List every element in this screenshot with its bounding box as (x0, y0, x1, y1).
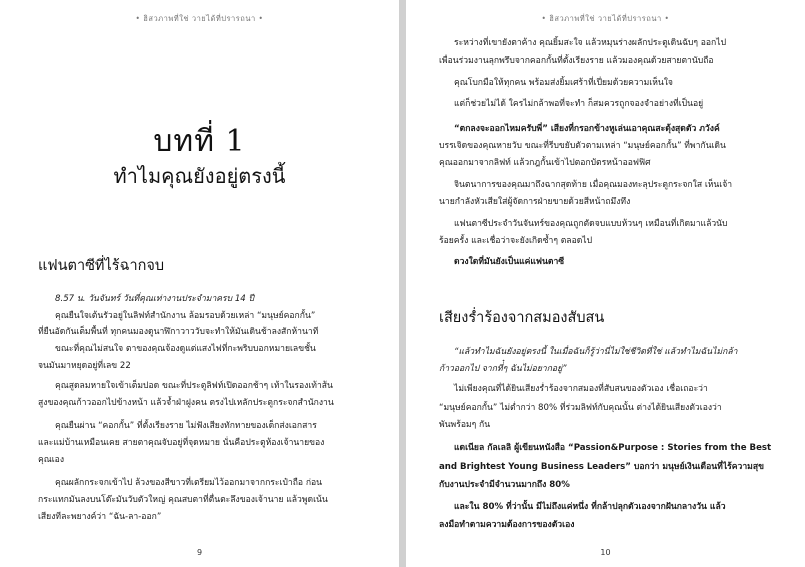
text-line: ก้าวออกไป จากที่๋ๆ ฉันไม่อยากอยู่” (439, 364, 567, 374)
text-line: ร้อยครั้ง และเชื่อว่าจะยังเกิดซ้ำๆ ตลอดไป (439, 236, 593, 246)
text-line: คุณเอง (38, 455, 65, 465)
text-line: คุณผลักกระจกเข้าไป ล้วงของสีขาวที่เตรียมไว้ออกมาจากกระเป๋าถือ ก่อน (55, 478, 323, 488)
text-line: “มนุษย์คอกกั้น” ไม่ต่ำกว่า 80% ที่ร่วมลิฟท์กับคุณนั้น ต่างได้ยินเสียงตัวเองว่า (439, 403, 722, 413)
text-line: คุณสูดลมหายใจเข้าเต็มปอด ขณะที่ประตูลิฟท์เปิดออกช้าๆ เท้าในรองเท้าส้น (55, 381, 333, 391)
running-header: • ฮิสวภาพที่ใช่ วายได้ที่ปรารถนา • (541, 14, 670, 23)
text-line: “ตกลงจะออกไหมครับพี่” เสียงที่กรอกข้างหูเล่นเอาคุณสะดุ้งสุดตัว ภวังค์ (454, 124, 720, 134)
text-line: คุณออกมาจากลิฟท์ แล้วกฎกั้นเข้าไปตอกบัตรหน้าออฟฟิศ (439, 158, 651, 168)
text-line: กับงานประจำมีจำนวนมากถึง 80% (439, 480, 570, 490)
text-line: and Brightest Young Business Leaders” บอกว่า มนุษย์เงินเดือนที่ไร้ความสุข (439, 462, 764, 472)
text-line: คุณโบกมือให้ทุกคน พร้อมส่งยิ้มเศร้าที่เปี่ยมด้วยความเห็นใจ (454, 78, 673, 88)
chapter-subtitle: ทำไมคุณยังอยู่ตรงนี้ (113, 164, 286, 188)
page-gutter (399, 0, 406, 567)
text-line: แฟนตาซีประจำวันจันทร์ของคุณถูกตัดจบแบบห้วนๆ เหมือนที่เกิดมาแล้วนับ (454, 219, 728, 229)
right-page (406, 0, 805, 567)
text-line: จินตนาการของคุณมาถึงฉากสุดท้าย เมื่อคุณมองทะลุประตูกระจกใส เห็นเจ้า (454, 180, 733, 190)
text-line: ลงมือทำตามความต้องการของตัวเอง (439, 520, 575, 530)
section-heading: เสียงร่ำร้องจากสมองสับสน (439, 310, 605, 326)
page-number: 10 (600, 548, 611, 557)
text-line: คุณยืนใจเต้นรัวอยู่ในลิฟท์สำนักงาน ล้อมรอบด้วยเหล่า “มนุษย์คอกกั้น” (55, 311, 316, 321)
text-line: ที่ยืนอัดกันเต็มพื้นที่ ทุกคนมองดูนาฬิกาวาววับจะทำให้มันเดินช้าลงสักห้านาที (38, 327, 319, 337)
running-header: • ฮิสวภาพที่ใช่ วายได้ที่ปรารถนา • (135, 14, 264, 23)
text-line: ขณะที่คุณไม่สนใจ ตาของคุณจ้องดูแต่แสงไฟที่กะพริบบอกหมายเลขชั้น (55, 344, 316, 354)
text-line: “แล้วทำไมฉันยังอยู่ตรงนี้ ในเมื่อฉันก็รู้ว่านี่ไม่ใช่ชีวิตที่ใช่ แล้วทำไมฉันไม่กล้า (454, 347, 738, 357)
text-line: สูงของคุณก้าวออกไปข้างหน้า แล้วจ้ำฝ่าฝูงคน ตรงไปเหลักประตูกระจกสำนักงาน (38, 398, 334, 408)
text-line: แต่ก็ช่วยไม่ได้ ใครไม่กล้าพอที่จะทำ ก็สมควรถูกจองจำอย่างที่เป็นอยู่ (454, 99, 704, 109)
text-line: 8.57 น. วันจันทร์ วันที่คุณเท่างานประจำมาครบ 14 ปี (55, 294, 254, 304)
text-line: จนมันมาหยุดอยู่ที่เลข 22 (38, 361, 131, 371)
left-page (0, 0, 399, 567)
text-line: เสียงทีละพยางค์ว่า “ฉัน-ลา-ออก” (38, 512, 162, 522)
text-line: คุณยืนผ่าน “คอกกั้น” ที่ตั้งเรียงราย ไม่ฟังเสียงทักทายของเด็กส่งเอกสาร (55, 421, 317, 431)
text-line: กระแทกมันลงบนโต๊ะมันวับตัวใหญ่ คุณสบตาที่ตื่นตะลึงของเจ้านาย แล้วพูดเน้น (38, 495, 328, 505)
chapter-title: บทที่ 1 (153, 124, 246, 159)
text-line: บรรเจิดของคุณหายวับ ขณะที่รีบขยับตัวตามเหล่า “มนุษย์คอกกั้น” ที่พากันเดิน (439, 141, 726, 151)
text-line: ระหว่างที่เขายังตาค้าง คุณยิ้มสะใจ แล้วหมุนร่างผลักประตูเดินฉับๆ ออกไป (454, 38, 727, 48)
text-line: และใน 80% ที่ว่านั้น มีไม่ถึงแค่หนึ่ง ที่กล้าปลุกตัวเองจากฝันกลางวัน แล้ว (454, 502, 726, 512)
text-line: นายกำลังหัวเสียใส่ผู้จัดการฝ่ายขายด้วยสีหน้าถมึงทึง (439, 197, 631, 207)
text-line: ดวงใดที่มันยังเป็นแค่แฟนตาซี (454, 257, 565, 267)
text-line: พันพร้อมๆ กัน (439, 420, 491, 430)
text-line: ไม่เพียงคุณที่ได้ยินเสียงร่ำร้องจากสมองที่สับสนของตัวเอง เชื่อเถอะว่า (454, 384, 708, 394)
text-line: และแม่บ้านเหมือนเคย สายตาคุณจับอยู่ที่จุดหมาย นั่นคือประตูห้องเจ้านายของ (38, 438, 325, 448)
text-line: แดเนียล กัลเลลิ ผู้เขียนหนังสือ “Passion&Purpose : Stories from the Best (454, 443, 772, 453)
text-line: เพื่อนร่วมงานลุกพรึบจากคอกกั้นที่ตั้งเรียงราย แล้วมองคุณด้วยสายตานับถือ (439, 56, 714, 66)
section-heading: แฟนตาซีที่ไร้ฉากจบ (38, 258, 165, 274)
page-number: 9 (196, 548, 203, 557)
